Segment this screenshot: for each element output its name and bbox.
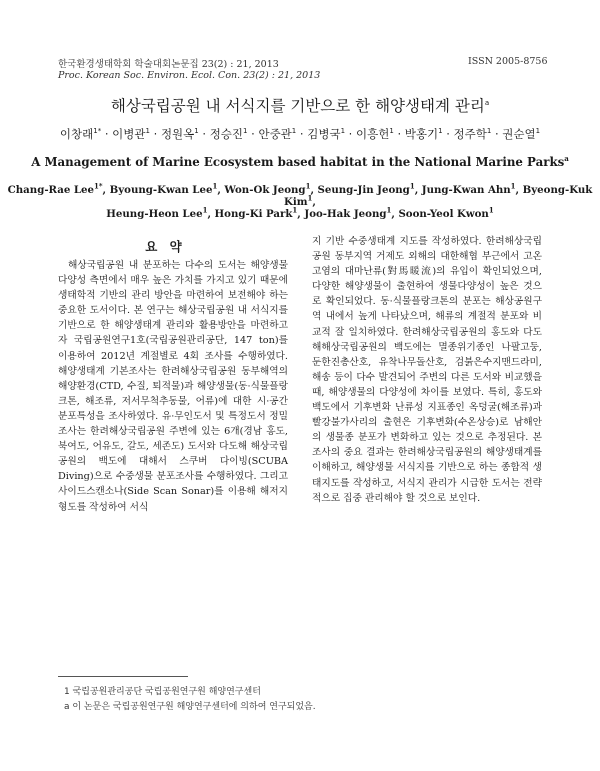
author-name: 정승진 xyxy=(209,127,244,141)
abstract-body-right: 지 기반 수중생태계 지도를 작성하였다. 한려해상국립공원 동부지역 거제도 외해의 대한해협 부근에서 고온고염의 대마난류(對馬暖流)의 유입이 확인되었으며, 다양한 해양생물이 출현하여 생물다양성이 높은 것으로 확인되었다. 동·식물플랑크톤의 분포는 해상공원구역 내에서 높게 나타났으며, 해류의 계절적 분포와 비교적 잘 일치하였다. 한려해상국립공원의 홍도와 다도해해상국립공원의 백도에는 멸종위기종인 나팔고둥, 둔한진총산호, 유착나무돌산호, 검붉은수지맨드라미, 해송 등이 다수 발견되어 주변의 다른 도서와 비교했을 때, 해양생물의 다양성에 차이를 보였다. 특히, 홍도와 백도에서 기후변화 난류성 지표종인 옥덩굴(해조류)과 빨강불가사리의 출현은 기후변화(수온상승)로 남해안의 생물종 분포가 변화하고 있는 것으로 추정된다. 본 조사의 중요 결과는 한려해상국립공원의 해양생태계를 이해하고, 해양생물 서식지를 기반으로 하는 종합적 생태지도를 작성하고, 서식지 관리가 시급한 도서는 전략적으로 집중 관리해야 할 것으로 보인다. xyxy=(312,236,542,504)
author-name: 이창래 xyxy=(59,127,94,141)
author-list-en-line1: Chang-Rae Lee$^{1*}$, Byoung-Kwan Lee$^1$, Won-Ok Jeong$^1$, Seung-Jin Jeong$^1$, Jung-Kwan Ahn$^1$, Byeong-Kuk Kim$^1$, xyxy=(7,181,593,208)
author-name: 권순열 xyxy=(502,127,536,141)
author-affiliation-mark: 1 xyxy=(291,127,297,136)
author-affiliation-mark: 1 xyxy=(145,127,150,136)
author-name: 박홍기 xyxy=(404,127,439,141)
author-name: 이병관 xyxy=(112,127,146,141)
title-en-footnote-mark: a xyxy=(564,154,569,164)
journal-header-ko: 한국환경생태학회 학술대회논문집 23(2) : 21, 2013 xyxy=(58,59,279,70)
author-affiliation-mark: 1* xyxy=(93,127,102,136)
paper-title-ko xyxy=(0,94,600,116)
author-affiliation-mark: 1 xyxy=(438,127,443,136)
author-name: Won-Ok Jeong xyxy=(224,184,306,196)
author-affiliation-mark: 1 xyxy=(305,181,311,191)
paper-title-en xyxy=(0,155,600,169)
author-name: 정원옥 xyxy=(160,127,195,141)
author-list-ko: 이창래$^{1*}$ · 이병관$^1$ · 정원옥$^1$ · 정승진$^1$ · 안중관$^1$ · 김병국$^1$ · 이흥헌$^1$ · 박홍기$^1$ · 정주학$^1$ · 권순열$^1$ xyxy=(59,127,541,141)
author-affiliation-mark: 1 xyxy=(194,127,199,136)
abstract-heading: 요 약 xyxy=(145,239,186,254)
author-affiliation-mark: 1 xyxy=(292,205,298,215)
author-name: Soon-Yeol Kwon xyxy=(398,208,489,220)
footnote-divider xyxy=(58,676,188,677)
author-affiliation-mark: 1 xyxy=(212,181,218,191)
author-name: 김병국 xyxy=(307,127,341,141)
author-name: 정주학 xyxy=(453,127,487,141)
author-affiliation-mark: 1* xyxy=(94,181,103,191)
author-list-en-line2: Heung-Heon Lee$^1$, Hong-Ki Park$^1$, Joo-Hak Jeong$^1$, Soon-Yeol Kwon$^1$ xyxy=(106,205,494,220)
author-affiliation-mark: 1 xyxy=(202,205,208,215)
journal-header-en: Proc. Korean Soc. Environ. Ecol. Con. 23(2) : 21, 2013 xyxy=(58,70,321,81)
author-affiliation-mark: 1 xyxy=(389,127,394,136)
author-affiliation-mark: 1 xyxy=(510,181,516,191)
author-name: Byeong-Kuk Kim xyxy=(284,184,593,208)
author-name: Byoung-Kwan Lee xyxy=(109,184,213,196)
author-affiliation-mark: 1 xyxy=(386,205,392,215)
footnote-funding: a 이 논문은 국립공원연구원 해양연구센터에 의하여 연구되었음. xyxy=(64,702,316,712)
abstract-body-left: 해상국립공원 내 분포하는 다수의 도서는 해양생물다양성 측면에서 매우 높은 가치를 가지고 있기 때문에 생태학적 기반의 관리 방안을 마련하여 보전해야 하는 중요한 도서이다. 본 연구는 해상국립공원 내 서식지를 기반으로 한 해양생태계 관리와 활용방안을 마련하고자 국립공원연구1호(국립공원관리공단, 147 ton)를 이용하여 2012년 계절별로 4회 조사를 수행하였다. 해양생태계 기본조사는 한려해상국립공원 동부해역의 해양환경(CTD, 수질, 퇴적물)과 해양생물(동·식물플랑크톤, 해조류, 저서무척추동물, 어류)에 대한 시·공간 분포특성을 조사하였다. 유·무인도서 및 특정도서 정밀 조사는 한려해상국립공원 주변에 있는 6개(경남 홍도, 북여도, 어유도, 갈도, 세존도) 도서와 다도해 해상국립공원의 백도에 대해서 스쿠버 다이빙(SCUBA Diving)으로 수중생물 분포조사를 수행하였다. 그리고 사이드스캔소나(Side Scan Sonar)를 이용해 해저지형도를 작성하여 서식 xyxy=(58,260,288,513)
author-name: Chang-Rae Lee xyxy=(7,184,95,196)
author-name: Seung-Jin Jeong xyxy=(317,184,410,196)
issn-label: ISSN 2005-8756 xyxy=(468,56,548,67)
author-name: Heung-Heon Lee xyxy=(106,208,203,220)
author-affiliation-mark: 1 xyxy=(307,193,313,203)
author-affiliation-mark: 1 xyxy=(243,127,248,136)
author-affiliation-mark: 1 xyxy=(488,205,494,215)
author-affiliation-mark: 1 xyxy=(340,127,346,136)
title-ko-footnote-mark: a xyxy=(484,98,490,107)
author-affiliation-mark: 1 xyxy=(486,127,492,136)
author-affiliation-mark: 1 xyxy=(409,181,415,191)
author-name: Hong-Ki Park xyxy=(214,208,293,220)
author-name: 안중관 xyxy=(258,127,292,141)
author-name: Joo-Hak Jeong xyxy=(304,208,387,220)
author-affiliation-mark: 1 xyxy=(535,127,541,136)
paper-title-ko-text: 해상국립공원 내 서식지를 기반으로 한 해양생태계 관리 xyxy=(110,97,485,115)
paper-title-en-text: A Management of Marine Ecosystem based habitat in the National Marine Parks xyxy=(31,155,565,169)
author-name: Jung-Kwan Ahn xyxy=(421,184,511,196)
author-name: 이흥헌 xyxy=(356,127,390,141)
footnote-affiliation: 1 국립공원관리공단 국립공원연구원 해양연구센터 xyxy=(64,687,261,697)
